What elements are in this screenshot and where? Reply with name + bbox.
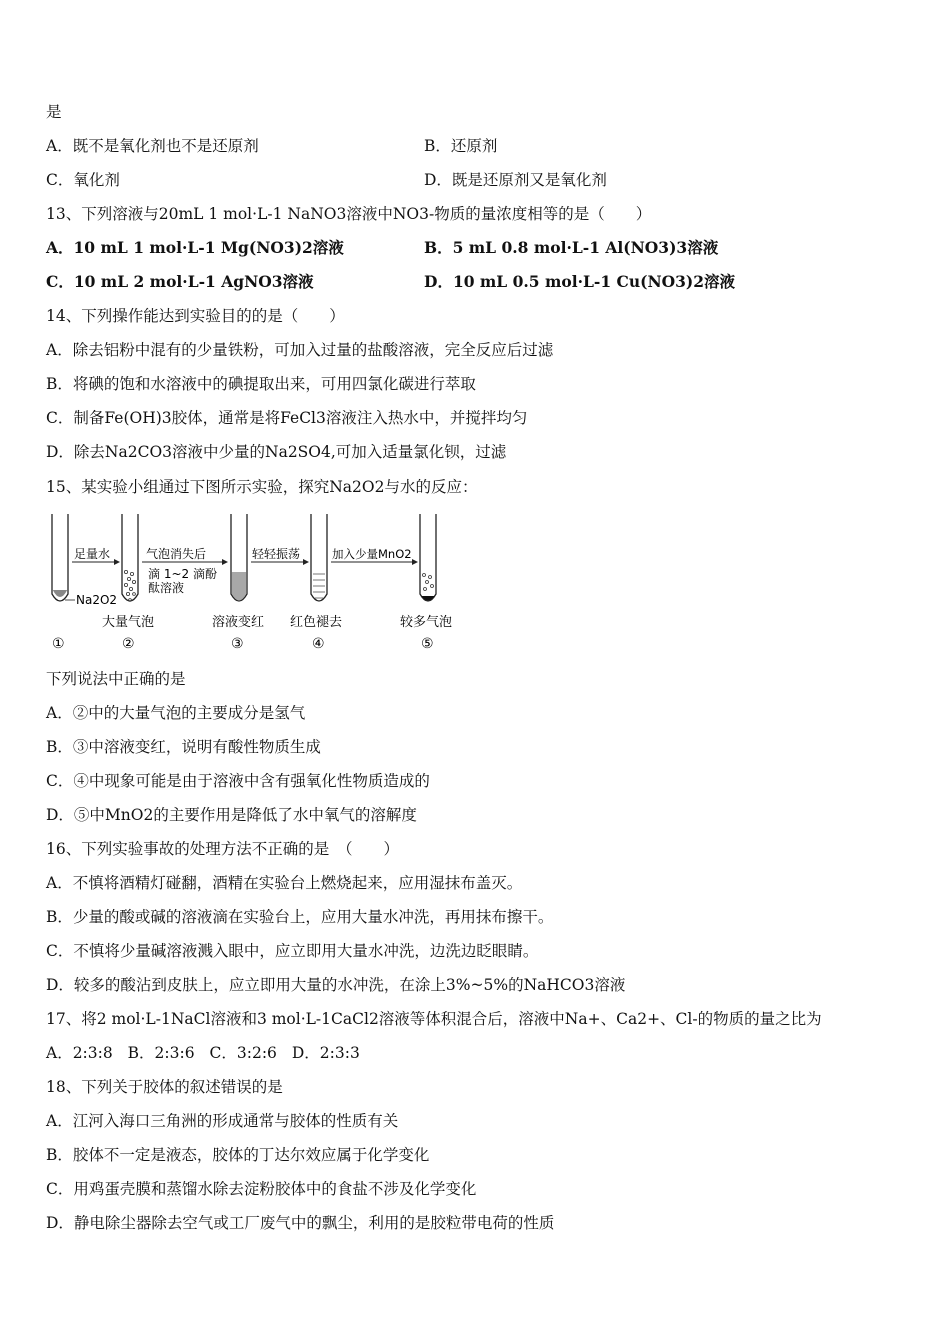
q14-stem: 14、下列操作能达到实验目的的是（ ） (46, 307, 345, 325)
q13-options-row-1 (46, 238, 719, 258)
q17-options (46, 1043, 370, 1063)
q14-option-b: B．将碘的饱和水溶液中的碘提取出来，可用四氯化碳进行萃取 (46, 375, 476, 393)
tube-caption-4: 红色褪去 (290, 615, 343, 630)
q14-option-a: A．除去铝粉中混有的少量铁粉，可加入过量的盐酸溶液，完全反应后过滤 (46, 341, 554, 359)
reagent-label: Na2O2 (76, 593, 118, 607)
q17-option-a: A．2:3:8 (46, 1044, 113, 1062)
arrow-label-3: 轻轻振荡 (252, 547, 301, 561)
tube-caption-3: 溶液变红 (212, 615, 265, 630)
q18-option-a: A．江河入海口三角洲的形成通常与胶体的性质有关 (46, 1112, 399, 1130)
q12-option-c: C．氧化剂 (46, 171, 120, 189)
q12-options-row-1 (46, 136, 498, 156)
q16-option-d: D．较多的酸沾到皮肤上，应立即用大量的水冲洗，在涂上3%~5%的NaHCO3溶液 (46, 976, 626, 994)
q17-option-d: D．2:3:3 (291, 1044, 360, 1062)
q12-options-row-2 (46, 170, 607, 190)
q16-option-b: B．少量的酸或碱的溶液滴在实验台上，应用大量水冲洗，再用抹布擦干。 (46, 908, 554, 926)
q13-stem: 13、下列溶液与20mL 1 mol·L-1 NaNO3溶液中NO3-物质的量浓度相等的是（ ） (46, 205, 652, 223)
q15-stem: 15、某实验小组通过下图所示实验，探究Na2O2与水的反应： (46, 478, 478, 496)
q18-option-d: D．静电除尘器除去空气或工厂废气中的飘尘，利用的是胶粒带电荷的性质 (46, 1214, 555, 1232)
q12-option-d: D．既是还原剂又是氧化剂 (424, 171, 607, 189)
q13-option-d: D．10 mL 0.5 mol·L-1 Cu(NO3)2溶液 (424, 272, 736, 291)
q15-prompt: 下列说法中正确的是 (46, 670, 186, 688)
q15-option-d: D．⑤中MnO2的主要作用是降低了水中氧气的溶解度 (46, 806, 417, 824)
q15-option-a: A．②中的大量气泡的主要成分是氢气 (46, 704, 306, 722)
q14-option-c: C．制备Fe(OH)3胶体，通常是将FeCl3溶液注入热水中，并搅拌均匀 (46, 409, 528, 427)
q17-option-b: B．2:3:6 (127, 1044, 195, 1062)
arrow-label-4: 加入少量MnO2 (332, 547, 412, 561)
q18-stem: 18、下列关于胶体的叙述错误的是 (46, 1078, 283, 1096)
q16-option-c: C．不慎将少量碱溶液溅入眼中，应立即用大量水冲洗，边洗边眨眼睛。 (46, 942, 539, 960)
test-tube-3 (231, 514, 247, 601)
q17-stem: 17、将2 mol·L-1NaCl溶液和3 mol·L-1CaCl2溶液等体积混合后，溶液中Na+、Ca2+、Cl-的物质的量之比为 (46, 1010, 822, 1028)
q12-stem-end: 是 (46, 103, 62, 121)
q14-option-d: D．除去Na2CO3溶液中少量的Na2SO4,可加入适量氯化钡，过滤 (46, 443, 507, 461)
tube-number-3: ③ (231, 636, 244, 652)
q16-option-a: A．不慎将酒精灯碰翻，酒精在实验台上燃烧起来，应用湿抹布盖灭。 (46, 874, 523, 892)
test-tube-1 (52, 514, 68, 601)
tube-number-1: ① (52, 636, 65, 652)
q13-options-row-2 (46, 272, 736, 292)
arrow-label-1: 足量水 (74, 547, 111, 561)
tube-number-2: ② (122, 636, 135, 652)
tube-caption-2: 大量气泡 (102, 615, 155, 630)
q18-option-c: C．用鸡蛋壳膜和蒸馏水除去淀粉胶体中的食盐不涉及化学变化 (46, 1180, 477, 1198)
experiment-diagram (44, 508, 474, 658)
arrow-label-2: 气泡消失后 (146, 547, 207, 561)
q13-option-a: A．10 mL 1 mol·L-1 Mg(NO3)2溶液 (46, 238, 344, 257)
test-tube-4 (311, 514, 327, 601)
q15-option-b: B．③中溶液变红，说明有酸性物质生成 (46, 738, 321, 756)
q12-option-b: B．还原剂 (424, 137, 498, 155)
arrow-note-1: 滴 1~2 滴酚 (148, 567, 217, 581)
q16-stem: 16、下列实验事故的处理方法不正确的是 （ ） (46, 840, 399, 858)
q12-option-a: A．既不是氧化剂也不是还原剂 (46, 137, 259, 155)
q13-option-c: C．10 mL 2 mol·L-1 AgNO3溶液 (46, 272, 314, 291)
q15-option-c: C．④中现象可能是由于溶液中含有强氧化性物质造成的 (46, 772, 430, 790)
tube-caption-5: 较多气泡 (400, 615, 453, 630)
q18-option-b: B．胶体不一定是液态，胶体的丁达尔效应属于化学变化 (46, 1146, 430, 1164)
q13-option-b: B．5 mL 0.8 mol·L-1 Al(NO3)3溶液 (424, 238, 719, 257)
arrow-note-2: 酞溶液 (148, 581, 185, 595)
test-tube-5 (420, 514, 436, 601)
tube-number-5: ⑤ (421, 636, 434, 652)
test-tube-2 (122, 514, 138, 601)
q17-option-c: C．3:2:6 (209, 1044, 277, 1062)
tube-number-4: ④ (312, 636, 325, 652)
